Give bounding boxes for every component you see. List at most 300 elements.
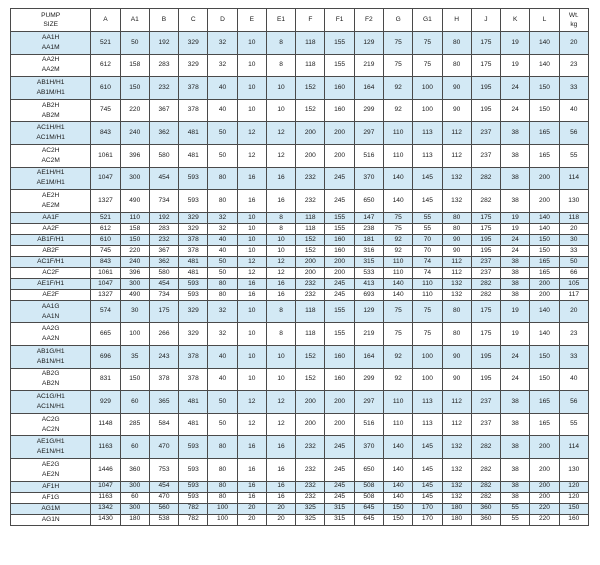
value-cell: 16	[237, 492, 266, 503]
value-cell: 378	[179, 234, 208, 245]
value-cell: 20	[559, 300, 588, 323]
value-cell: 610	[91, 234, 120, 245]
value-cell: 232	[296, 436, 325, 459]
value-cell: 80	[442, 223, 471, 234]
value-cell: 10	[266, 245, 295, 256]
pump-size-label: AF1H	[42, 482, 60, 490]
pump-size-cell	[11, 267, 91, 278]
value-cell: 470	[149, 492, 178, 503]
value-cell: 232	[149, 77, 178, 100]
value-cell: 19	[501, 223, 530, 234]
pump-size-label: AE2F	[42, 290, 59, 298]
table-row	[11, 391, 589, 414]
value-cell: 10	[266, 99, 295, 122]
value-cell: 147	[354, 212, 383, 223]
value-cell: 55	[501, 514, 530, 525]
pump-size-cell	[11, 514, 91, 525]
value-cell: 152	[296, 368, 325, 391]
value-cell: 1061	[91, 144, 120, 167]
pump-size-label: AA2F	[42, 224, 59, 232]
value-cell: 140	[530, 223, 559, 234]
pump-size-label: AA1F	[42, 213, 59, 221]
value-cell: 378	[179, 99, 208, 122]
value-cell: 413	[354, 278, 383, 289]
pump-size-cell	[11, 190, 91, 213]
value-cell: 12	[237, 391, 266, 414]
value-cell: 580	[149, 144, 178, 167]
header-col-d: D	[208, 9, 237, 32]
value-cell: 20	[266, 503, 295, 514]
pump-size-label: AE2G	[41, 460, 60, 468]
value-cell: 129	[354, 300, 383, 323]
value-cell: 105	[559, 278, 588, 289]
value-cell: 24	[501, 368, 530, 391]
value-cell: 132	[442, 436, 471, 459]
value-cell: 200	[530, 190, 559, 213]
header-col-a: A	[91, 9, 120, 32]
value-cell: 192	[149, 32, 178, 55]
pump-size-label: AB1N/H1	[36, 357, 65, 365]
value-cell: 481	[179, 413, 208, 436]
value-cell: 75	[413, 32, 442, 55]
value-cell: 164	[354, 77, 383, 100]
value-cell: 150	[530, 99, 559, 122]
pump-size-label: AE1F/H1	[37, 279, 65, 287]
value-cell: 80	[208, 190, 237, 213]
value-cell: 219	[354, 54, 383, 77]
value-cell: 219	[354, 323, 383, 346]
value-cell: 745	[91, 245, 120, 256]
value-cell: 132	[442, 190, 471, 213]
value-cell: 132	[442, 278, 471, 289]
header-pump-size-line: PUMP	[41, 12, 61, 19]
value-cell: 10	[237, 300, 266, 323]
pump-size-cell	[11, 323, 91, 346]
value-cell: 92	[384, 77, 413, 100]
value-cell: 315	[325, 503, 354, 514]
value-cell: 245	[325, 167, 354, 190]
value-cell: 40	[208, 245, 237, 256]
pump-dimension-table	[10, 8, 589, 526]
header-pump-size	[11, 9, 91, 32]
pump-size-cell	[11, 289, 91, 300]
value-cell: 19	[501, 212, 530, 223]
value-cell: 165	[530, 413, 559, 436]
value-cell: 232	[296, 481, 325, 492]
value-cell: 160	[325, 99, 354, 122]
value-cell: 150	[120, 368, 149, 391]
value-cell: 140	[384, 167, 413, 190]
value-cell: 200	[296, 413, 325, 436]
value-cell: 132	[442, 458, 471, 481]
pump-size-cell	[11, 144, 91, 167]
value-cell: 145	[413, 481, 442, 492]
value-cell: 110	[413, 289, 442, 300]
value-cell: 645	[354, 503, 383, 514]
table-row	[11, 368, 589, 391]
value-cell: 367	[149, 99, 178, 122]
pump-size-label: AB1F/H1	[37, 235, 65, 243]
value-cell: 396	[120, 267, 149, 278]
value-cell: 30	[559, 234, 588, 245]
value-cell: 232	[296, 190, 325, 213]
value-cell: 100	[413, 345, 442, 368]
pump-size-label: AA1M	[41, 43, 60, 51]
value-cell: 8	[266, 212, 295, 223]
value-cell: 24	[501, 99, 530, 122]
value-cell: 38	[501, 122, 530, 145]
value-cell: 574	[91, 300, 120, 323]
value-cell: 118	[296, 32, 325, 55]
value-cell: 12	[266, 267, 295, 278]
value-cell: 12	[266, 144, 295, 167]
value-cell: 165	[530, 256, 559, 267]
value-cell: 16	[266, 278, 295, 289]
value-cell: 74	[413, 267, 442, 278]
value-cell: 329	[179, 300, 208, 323]
value-cell: 220	[530, 503, 559, 514]
pump-dimension-table-container	[10, 8, 589, 526]
value-cell: 32	[208, 300, 237, 323]
value-cell: 195	[471, 345, 500, 368]
value-cell: 232	[296, 278, 325, 289]
value-cell: 325	[296, 514, 325, 525]
value-cell: 40	[208, 234, 237, 245]
pump-size-cell	[11, 256, 91, 267]
pump-size-label: AE2H	[42, 191, 60, 199]
value-cell: 100	[208, 514, 237, 525]
value-cell: 200	[530, 458, 559, 481]
value-cell: 329	[179, 323, 208, 346]
value-cell: 490	[120, 289, 149, 300]
value-cell: 521	[91, 212, 120, 223]
value-cell: 160	[559, 514, 588, 525]
value-cell: 90	[442, 99, 471, 122]
value-cell: 16	[266, 458, 295, 481]
value-cell: 516	[354, 413, 383, 436]
pump-size-cell	[11, 223, 91, 234]
value-cell: 112	[442, 256, 471, 267]
pump-size-label: AC1F/H1	[37, 257, 65, 265]
value-cell: 1047	[91, 278, 120, 289]
value-cell: 560	[149, 503, 178, 514]
table-row	[11, 458, 589, 481]
value-cell: 92	[384, 368, 413, 391]
header-col-l: L	[530, 9, 559, 32]
value-cell: 145	[413, 190, 442, 213]
value-cell: 200	[325, 256, 354, 267]
pump-size-cell	[11, 391, 91, 414]
value-cell: 100	[413, 368, 442, 391]
value-cell: 200	[296, 144, 325, 167]
table-row	[11, 300, 589, 323]
value-cell: 396	[120, 144, 149, 167]
value-cell: 10	[237, 234, 266, 245]
value-cell: 665	[91, 323, 120, 346]
value-cell: 593	[179, 289, 208, 300]
value-cell: 112	[442, 413, 471, 436]
value-cell: 38	[501, 391, 530, 414]
table-row	[11, 54, 589, 77]
value-cell: 92	[384, 234, 413, 245]
value-cell: 145	[413, 492, 442, 503]
value-cell: 23	[559, 54, 588, 77]
value-cell: 38	[501, 481, 530, 492]
value-cell: 80	[208, 278, 237, 289]
value-cell: 238	[354, 223, 383, 234]
value-cell: 158	[120, 223, 149, 234]
value-cell: 50	[208, 122, 237, 145]
pump-size-label: AC2G	[41, 415, 60, 423]
value-cell: 8	[266, 300, 295, 323]
value-cell: 40	[208, 99, 237, 122]
value-cell: 12	[237, 122, 266, 145]
value-cell: 20	[559, 32, 588, 55]
table-row	[11, 99, 589, 122]
value-cell: 152	[296, 245, 325, 256]
value-cell: 120	[559, 492, 588, 503]
value-cell: 1061	[91, 267, 120, 278]
pump-size-cell	[11, 458, 91, 481]
value-cell: 38	[501, 458, 530, 481]
table-row	[11, 77, 589, 100]
value-cell: 118	[559, 212, 588, 223]
value-cell: 508	[354, 492, 383, 503]
value-cell: 150	[559, 503, 588, 514]
value-cell: 118	[296, 54, 325, 77]
value-cell: 70	[413, 234, 442, 245]
value-cell: 220	[120, 99, 149, 122]
value-cell: 140	[384, 492, 413, 503]
pump-size-label: AA1H	[42, 33, 60, 41]
table-body	[11, 32, 589, 526]
value-cell: 80	[208, 481, 237, 492]
value-cell: 200	[530, 278, 559, 289]
value-cell: 150	[530, 245, 559, 256]
value-cell: 180	[442, 514, 471, 525]
value-cell: 150	[120, 234, 149, 245]
value-cell: 100	[208, 503, 237, 514]
table-row	[11, 234, 589, 245]
value-cell: 24	[501, 234, 530, 245]
value-cell: 362	[149, 256, 178, 267]
value-cell: 481	[179, 144, 208, 167]
value-cell: 378	[179, 345, 208, 368]
value-cell: 10	[237, 77, 266, 100]
value-cell: 130	[559, 190, 588, 213]
value-cell: 10	[266, 345, 295, 368]
pump-size-cell	[11, 212, 91, 223]
value-cell: 33	[559, 245, 588, 256]
value-cell: 521	[91, 32, 120, 55]
value-cell: 516	[354, 144, 383, 167]
value-cell: 140	[384, 458, 413, 481]
value-cell: 1327	[91, 289, 120, 300]
value-cell: 75	[384, 300, 413, 323]
value-cell: 40	[559, 99, 588, 122]
value-cell: 650	[354, 458, 383, 481]
value-cell: 175	[471, 212, 500, 223]
table-row	[11, 122, 589, 145]
value-cell: 245	[325, 436, 354, 459]
value-cell: 367	[149, 245, 178, 256]
value-cell: 16	[237, 458, 266, 481]
value-cell: 152	[296, 345, 325, 368]
value-cell: 237	[471, 144, 500, 167]
value-cell: 481	[179, 391, 208, 414]
value-cell: 132	[442, 481, 471, 492]
table-row	[11, 492, 589, 503]
value-cell: 370	[354, 167, 383, 190]
header-col-g1: G1	[413, 9, 442, 32]
value-cell: 140	[384, 190, 413, 213]
pump-size-label: AB1M/H1	[36, 88, 65, 96]
value-cell: 481	[179, 267, 208, 278]
value-cell: 110	[413, 278, 442, 289]
value-cell: 175	[149, 300, 178, 323]
value-cell: 60	[120, 436, 149, 459]
value-cell: 300	[120, 481, 149, 492]
header-col-a1: A1	[120, 9, 149, 32]
value-cell: 329	[179, 54, 208, 77]
value-cell: 1430	[91, 514, 120, 525]
value-cell: 140	[384, 278, 413, 289]
value-cell: 110	[384, 122, 413, 145]
value-cell: 200	[530, 436, 559, 459]
value-cell: 38	[501, 492, 530, 503]
value-cell: 155	[325, 32, 354, 55]
pump-size-label: AE2M	[41, 201, 60, 209]
value-cell: 16	[266, 190, 295, 213]
value-cell: 237	[471, 122, 500, 145]
value-cell: 232	[296, 167, 325, 190]
value-cell: 145	[413, 458, 442, 481]
value-cell: 55	[559, 144, 588, 167]
value-cell: 75	[384, 223, 413, 234]
value-cell: 164	[354, 345, 383, 368]
value-cell: 200	[296, 256, 325, 267]
pump-size-label: AC2M	[41, 156, 60, 164]
value-cell: 19	[501, 32, 530, 55]
value-cell: 329	[179, 32, 208, 55]
value-cell: 90	[442, 245, 471, 256]
value-cell: 782	[179, 503, 208, 514]
value-cell: 80	[208, 492, 237, 503]
value-cell: 1047	[91, 481, 120, 492]
value-cell: 593	[179, 492, 208, 503]
value-cell: 645	[354, 514, 383, 525]
value-cell: 19	[501, 300, 530, 323]
value-cell: 140	[530, 323, 559, 346]
value-cell: 200	[325, 122, 354, 145]
value-cell: 360	[471, 514, 500, 525]
value-cell: 283	[149, 54, 178, 77]
value-cell: 118	[296, 323, 325, 346]
value-cell: 378	[179, 368, 208, 391]
value-cell: 129	[354, 32, 383, 55]
value-cell: 200	[530, 167, 559, 190]
value-cell: 245	[325, 190, 354, 213]
value-cell: 32	[208, 32, 237, 55]
value-cell: 929	[91, 391, 120, 414]
header-col-f2: F2	[354, 9, 383, 32]
value-cell: 113	[413, 391, 442, 414]
value-cell: 266	[149, 323, 178, 346]
value-cell: 140	[530, 54, 559, 77]
table-row	[11, 167, 589, 190]
value-cell: 32	[208, 54, 237, 77]
value-cell: 60	[120, 391, 149, 414]
value-cell: 195	[471, 234, 500, 245]
value-cell: 300	[120, 167, 149, 190]
value-cell: 165	[530, 122, 559, 145]
value-cell: 285	[120, 413, 149, 436]
value-cell: 195	[471, 99, 500, 122]
header-col-j: J	[471, 9, 500, 32]
value-cell: 160	[325, 368, 354, 391]
pump-size-label: AA2G	[41, 325, 60, 333]
value-cell: 150	[530, 77, 559, 100]
value-cell: 378	[179, 77, 208, 100]
value-cell: 584	[149, 413, 178, 436]
value-cell: 593	[179, 436, 208, 459]
value-cell: 200	[325, 144, 354, 167]
value-cell: 40	[559, 368, 588, 391]
pump-size-label: AG1M	[41, 504, 61, 512]
table-row	[11, 267, 589, 278]
pump-size-label: AE2N	[42, 470, 60, 478]
table-row	[11, 212, 589, 223]
header-col-h: H	[442, 9, 471, 32]
value-cell: 155	[325, 323, 354, 346]
value-cell: 50	[559, 256, 588, 267]
value-cell: 195	[471, 245, 500, 256]
value-cell: 132	[442, 167, 471, 190]
value-cell: 80	[442, 300, 471, 323]
value-cell: 237	[471, 267, 500, 278]
pump-size-cell	[11, 345, 91, 368]
value-cell: 245	[325, 481, 354, 492]
value-cell: 20	[266, 514, 295, 525]
value-cell: 10	[237, 245, 266, 256]
value-cell: 12	[266, 256, 295, 267]
pump-size-cell	[11, 436, 91, 459]
value-cell: 1446	[91, 458, 120, 481]
value-cell: 10	[237, 99, 266, 122]
pump-size-cell	[11, 32, 91, 55]
value-cell: 160	[325, 345, 354, 368]
value-cell: 240	[120, 122, 149, 145]
value-cell: 734	[149, 289, 178, 300]
value-cell: 75	[413, 323, 442, 346]
value-cell: 282	[471, 492, 500, 503]
value-cell: 245	[325, 278, 354, 289]
pump-size-label: AC1M/H1	[36, 134, 65, 142]
pump-size-cell	[11, 413, 91, 436]
value-cell: 329	[179, 223, 208, 234]
value-cell: 1342	[91, 503, 120, 514]
pump-size-label: AC2N	[41, 425, 60, 433]
value-cell: 110	[384, 256, 413, 267]
value-cell: 90	[442, 77, 471, 100]
value-cell: 16	[266, 436, 295, 459]
pump-size-cell	[11, 245, 91, 256]
value-cell: 170	[413, 503, 442, 514]
value-cell: 237	[471, 391, 500, 414]
pump-size-label: AB2N	[42, 380, 60, 388]
value-cell: 50	[208, 413, 237, 436]
value-cell: 325	[296, 503, 325, 514]
